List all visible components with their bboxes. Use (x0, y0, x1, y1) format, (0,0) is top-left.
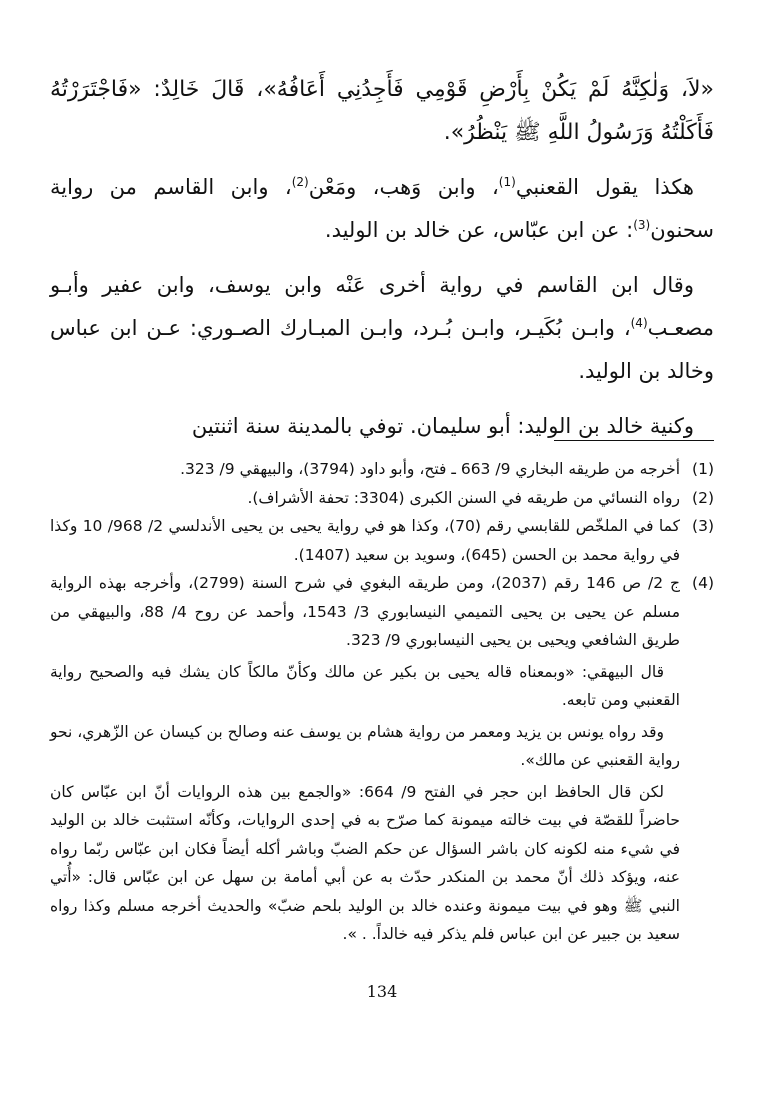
main-text (50, 68, 714, 448)
footnote-number: (3) (692, 517, 714, 535)
text-segment: وقال ابن القاسم في رواية أخرى عَنْه وابن يوسف، وابن عفير وأبـو مصعـب (50, 273, 714, 340)
footnote-3 (50, 512, 714, 569)
footnote-number: (4) (692, 574, 714, 592)
hadith-paragraph: «لاَ، وَلٰكِنَّهُ لَمْ يَكُنْ بِأَرْضِ قَوْمِي فَأَجِدُنِي أَعَافُهُ»، قَالَ خَالِدٌ: «فَاجْتَرَرْتُهُ فَأَكَلْتُهُ وَرَسُولُ اللَّهِ ﷺ يَنْظُرُ». (50, 77, 714, 145)
footnote-text: أخرجه من طريقه البخاري 9/ 663 ـ فتح، وأبو داود (3794)، والبيهقي 9/ 323. (180, 460, 680, 478)
footnote-4 (50, 569, 714, 949)
footnote-ref-1[interactable]: (1) (498, 175, 516, 189)
footnote-ref-3[interactable]: (3) (633, 218, 651, 232)
text-segment: : عن ابن عبّاس، عن خالد بن الوليد. (324, 218, 634, 242)
text-segment: ، وابـن بُكَيـر، وابـن بُـرد، وابـن المبـارك الصـوري: عـن ابن عباس وخالد بن الوليد. (50, 316, 714, 383)
text-segment: ، وابن القاسم من رواية سحنون (50, 175, 714, 242)
page-number: 134 (366, 982, 398, 1001)
footnote-text: رواه النسائي من طريقه في السنن الكبرى (3304: تحفة الأشراف). (247, 488, 680, 507)
footnotes (50, 455, 714, 949)
footnote-text: ج 2/ ص 146 رقم (2037)، ومن طريقه البغوي في شرح السنة (2799)، وأخرجه بهذه الرواية مسلم عن يحيى بن يحيى التميمي النيسابوري 3/ 1543، وأحمد عن روح 4/ 88، والبيهقي من طريق الشافعي ويحيى بن يحيى النيسابوري 9/ 323. (50, 574, 681, 649)
footnote-1 (50, 455, 714, 484)
kunya-paragraph: وكنية خالد بن الوليد: أبو سليمان. توفي بالمدينة سنة اثنتين (191, 414, 694, 438)
footnote-2 (50, 484, 714, 513)
footnote-text: كما في الملخّص للقابسي رقم (70)، وكذا هو في رواية يحيى بن يحيى الأندلسي 2/ 968/ 10 وكذا في رواية محمد بن الحسن (645)، وسويد بن سعيد (1407). (50, 517, 680, 564)
other-narration-paragraph (50, 264, 714, 393)
ibn-hajar-quote: لكن قال الحافظ ابن حجر في الفتح 9/ 664: «والجمع بين هذه الروايات أنّ ابن عبّاس كان حاضراً للقصّة في بيت خالته ميمونة كما صرّح به في إحدى الروايات، وكأنّه استثبت خالد بن الوليد في شيء منه لكونه كان باشر السؤال عن حكم الضبّ وباشر أكله أيضاً فكان ابن عبّاس ربّما رواه عنه، ويؤكد ذلك أنّ محمد بن المنكدر حدّث به عن أبي أمامة بن سهل عن ابن عبّاس قال: «أُتي النبي ﷺ وهو في بيت ميمونة وعنده خالد بن الوليد بلحم ضبّ» والحديث أخرجه مسلم وكذا رواه سعيد بن جبير عن ابن عباس فلم يذكر فيه خالداً. . ». (50, 782, 680, 943)
narrators-paragraph (50, 166, 714, 252)
footnote-number: (2) (692, 488, 714, 507)
footnote-number: (1) (692, 460, 714, 478)
bayhaqi-quote: قال البيهقي: «وبمعناه قاله يحيى بن بكير عن مالك وكأنّ مالكاً كان يشك فيه والصحيح رواية القعنبي ومن تابعه. (50, 662, 680, 709)
yunus-note: وقد رواه يونس بن يزيد ومعمر من رواية هشام بن يوسف عنه وصالح بن كيسان عن الزّهري، نحو رواية القعنبي عن مالك». (50, 722, 680, 769)
text-segment: ، وابن وَهب، ومَعْن (308, 175, 499, 199)
footnote-ref-4[interactable]: (4) (630, 316, 648, 330)
text-segment: هكذا يقول القعنبي (515, 175, 694, 199)
footnote-divider (554, 440, 714, 441)
footnote-ref-2[interactable]: (2) (291, 175, 309, 189)
